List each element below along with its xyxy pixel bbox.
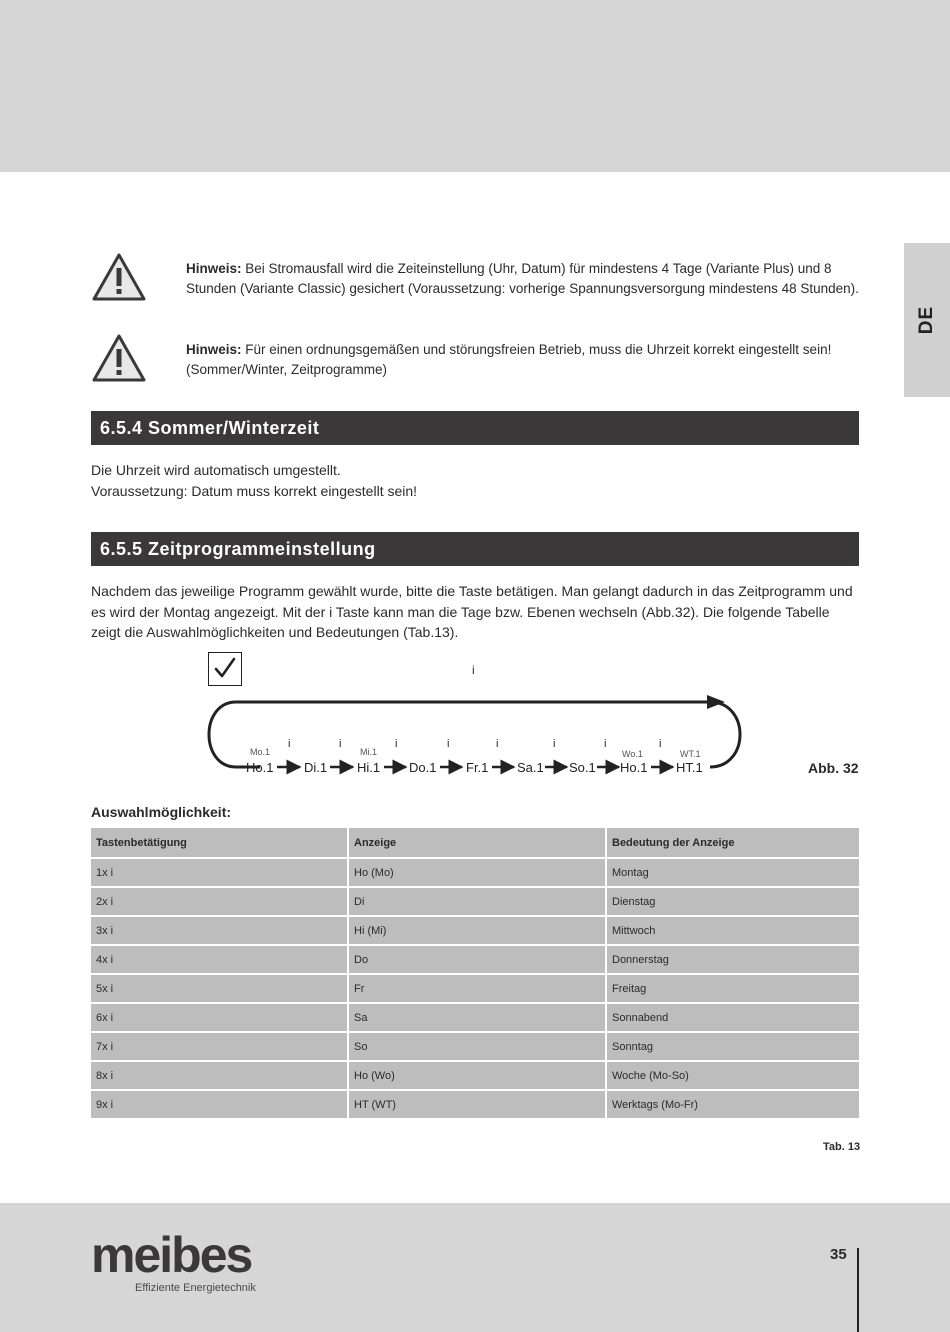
column-header: Anzeige [349, 828, 605, 857]
section-text [91, 460, 861, 501]
text-line: Voraussetzung: Datum muss korrekt eingestellt sein! [91, 482, 418, 499]
table-heading: Auswahlmöglichkeit: [91, 804, 232, 820]
step-label: Do.1 [409, 760, 437, 775]
table-cell: Do [349, 946, 605, 973]
small-label-mo: Mo.1 [250, 747, 271, 757]
table-cell: 1x i [91, 859, 347, 886]
figure-caption: Abb. 32 [808, 760, 859, 776]
table-cell: Fr [349, 975, 605, 1002]
loop-arrowhead [707, 695, 725, 709]
arrow-i-label: i [659, 738, 662, 750]
table-row [91, 975, 859, 1002]
table-cell: Sonnabend [607, 1004, 859, 1031]
table-cell: ΗT (WT) [349, 1091, 605, 1118]
day-cycle-diagram [200, 690, 760, 785]
page-number-rule [857, 1248, 859, 1332]
table-cell: Ηo (Mo) [349, 859, 605, 886]
table-cell: 6x i [91, 1004, 347, 1031]
warning-icon [91, 252, 147, 302]
table-cell: Woche (Mo-So) [607, 1062, 859, 1089]
note-label: Hinweis: [186, 261, 242, 276]
check-key-icon [208, 652, 242, 686]
table-cell: Werktags (Mo-Fr) [607, 1091, 859, 1118]
table-reference: Tab. 13 [823, 1141, 861, 1153]
table-cell: 7x i [91, 1033, 347, 1060]
table-cell: 5x i [91, 975, 347, 1002]
table-cell: Sa [349, 1004, 605, 1031]
table-cell: 9x i [91, 1091, 347, 1118]
table-row [91, 888, 859, 915]
language-label: DE [916, 305, 937, 335]
table-cell: Mittwoch [607, 917, 859, 944]
header-band [0, 0, 950, 172]
arrow-i-label: i [339, 738, 342, 750]
loop-return-path [209, 702, 740, 767]
info-key-label: i [472, 663, 475, 677]
table-row [91, 1004, 859, 1031]
arrow-i-label: i [496, 738, 499, 750]
table-row [91, 859, 859, 886]
note-label: Hinweis: [186, 342, 242, 357]
step-label: Di.1 [304, 760, 328, 775]
section-title-time-program: 6.5.5 Zeitprogrammeinstellung [91, 532, 859, 566]
step-label: Sa.1 [517, 760, 544, 775]
meibes-logo: meibes [91, 1227, 252, 1283]
small-label-wo: Wo.1 [622, 749, 643, 759]
note-time-setting [186, 340, 876, 380]
selection-table [89, 826, 861, 1120]
language-tab [904, 243, 950, 397]
table-cell: 2x i [91, 888, 347, 915]
table-row [91, 946, 859, 973]
page-number: 35 [830, 1246, 847, 1263]
section-paragraph: Nachdem das jeweilige Programm gewählt wurde, bitte die Taste betätigen. Man gelangt dadurch in das Zeitprogramm und es wird der Montag angezeigt. Mit der i Taste kann man die Tage bzw. Ebenen wechseln (Abb.32). Die folgende Tabelle zeigt die Auswahlmöglichkeiten und Bedeutungen (Tab.13). [91, 583, 853, 640]
logo-tagline: Effiziente Energietechnik [135, 1282, 256, 1294]
table-header-row [91, 828, 859, 857]
section-title-summer-winter: 6.5.4 Sommer/Winterzeit [91, 411, 859, 445]
arrow-i-label: i [553, 738, 556, 750]
table-cell: Sonntag [607, 1033, 859, 1060]
table-row [91, 1091, 859, 1118]
table-cell: Freitag [607, 975, 859, 1002]
table-cell: Dienstag [607, 888, 859, 915]
table-cell: 4x i [91, 946, 347, 973]
table-cell: 3x i [91, 917, 347, 944]
step-label: ΗT.1 [676, 760, 703, 775]
table-cell: Di [349, 888, 605, 915]
note-power-failure [186, 259, 876, 299]
step-label: Ηo.1 [620, 760, 648, 775]
table-cell: Donnerstag [607, 946, 859, 973]
table-cell: 8x i [91, 1062, 347, 1089]
table-cell: Ηo (Wo) [349, 1062, 605, 1089]
column-header: Tastenbetätigung [91, 828, 347, 857]
step-label: Fr.1 [466, 760, 489, 775]
warning-icon [91, 333, 147, 383]
table-cell: Montag [607, 859, 859, 886]
step-label: Ηo.1 [246, 760, 274, 775]
arrow-i-label: i [604, 738, 607, 750]
small-label-mi: Mi.1 [360, 747, 378, 757]
small-label-wt: WT.1 [680, 749, 701, 759]
table-cell: So [349, 1033, 605, 1060]
arrow-i-label: i [447, 738, 450, 750]
table-row [91, 1062, 859, 1089]
note-text: Bei Stromausfall wird die Zeiteinstellung (Uhr, Datum) für mindestens 4 Tage (Variante Plus) und 8 Stunden (Variante Classic) gesichert (Voraussetzung: vorherige Spannungsversorgung mindestens 48 Stunden). [186, 261, 859, 296]
step-label: So.1 [569, 760, 596, 775]
note-text: Für einen ordnungsgemäßen und störungsfreien Betrieb, muss die Uhrzeit korrekt eingestellt sein! (Sommer/Winter, Zeitprogramme) [186, 342, 832, 377]
arrow-i-label: i [288, 738, 291, 750]
step-label: Ηi.1 [357, 760, 381, 775]
table-row [91, 917, 859, 944]
text-line: Die Uhrzeit wird automatisch umgestellt. [91, 462, 341, 478]
table-row [91, 1033, 859, 1060]
column-header: Bedeutung der Anzeige [607, 828, 859, 857]
arrow-i-label: i [395, 738, 398, 750]
table-cell: Ηi (Mi) [349, 917, 605, 944]
